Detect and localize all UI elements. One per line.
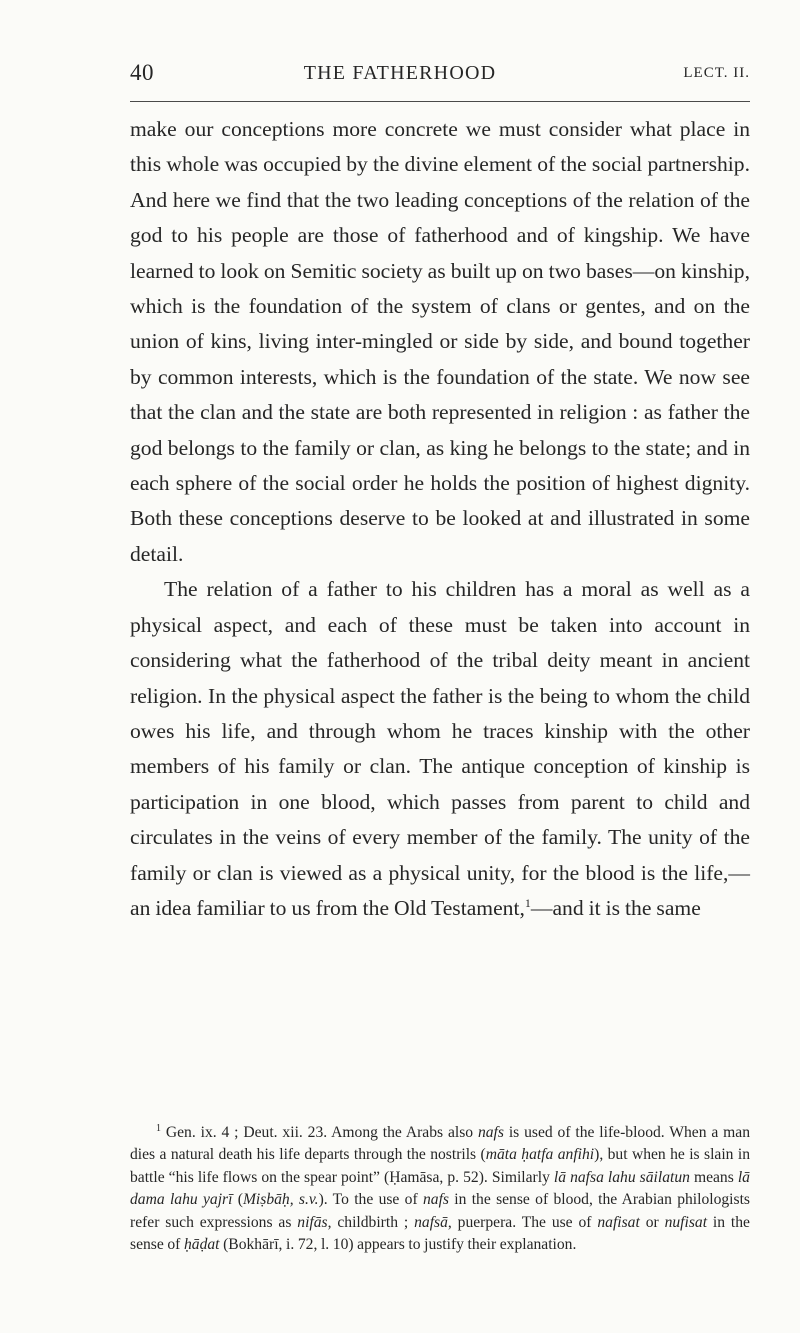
fn-italic: ḥāḍat (183, 1236, 220, 1254)
fn-text: , childbirth ; (327, 1213, 415, 1231)
paragraph-2-tail: —and it is the same (530, 895, 701, 920)
fn-italic: māta ḥatfa anfihi (485, 1146, 595, 1164)
fn-text: , puerpera. The use of (447, 1213, 598, 1231)
fn-text: in the sense of (130, 1213, 750, 1254)
fn-italic: Miṣbāḥ, s.v. (242, 1191, 319, 1209)
running-title: THE FATHERHOOD (303, 62, 497, 84)
running-head (0, 60, 800, 90)
fn-text: ( (232, 1191, 243, 1209)
fn-italic: nafs (422, 1191, 449, 1209)
fn-text: or (639, 1213, 665, 1231)
page-number: 40 (130, 60, 154, 85)
paragraph-1: make our conceptions more concrete we must consider what place in this whole was occupied by the divine element of the social partnership. And here we find that the two leading conceptions of the relation of the god to his people are those of fatherhood and of kingship. We have learned to look on Semitic society as built up on two bases—on kinship, which is the foundation of the system of clans or gentes, and on the union of kins, living inter-mingled or side by side, and bound together by common interests, which is the foundation of the state. We now see that the clan and the state are both represented in religion : as father the god belongs to the family or clan, as king he belongs to the state; and in each sphere of the social order he holds the position of highest dignity. Both these conceptions deserve to be looked at and illustrated in some detail. (130, 117, 750, 566)
fn-text: (Bokhārī, i. 72, l. 10) appears to justify their explanation. (219, 1236, 577, 1254)
fn-text: ). To the use of (318, 1191, 423, 1209)
fn-text: in the sense of blood, the Arabian philologists refer such expressions as (130, 1191, 750, 1231)
fn-text: means (689, 1168, 738, 1186)
lecture-label: LECT. II. (683, 65, 750, 81)
fn-text: Gen. ix. 4 ; Deut. xii. 23. Among the Arabs also (165, 1124, 478, 1141)
fn-italic: nafisat (597, 1213, 640, 1231)
paragraph-2-text: The relation of a father to his children has a moral as well as a physical aspect, and each of these must be taken into account in considering what the fatherhood of the tribal deity meant in ancient religion. In the physical aspect the father is the being to whom the child owes his life, and through whom he traces kinship with the other members of his family or clan. The antique conception of kinship is participation in one blood, which passes from parent to child and circulates in the veins of every member of the family. The unity of the family or clan is viewed as a physical unity, for the blood is the life,—an idea familiar to us from the Old Testament, (130, 577, 750, 920)
fn-italic: nufisat (664, 1213, 708, 1231)
footnote-1 (130, 1122, 750, 1256)
fn-italic: lā nafsa lahu sāilatun (553, 1168, 690, 1186)
header-rule (130, 101, 750, 102)
fn-text: ), but when he is slain in battle “his life flows on the spear point” (Ḥamāsa, p. 52). Similarly (130, 1146, 750, 1186)
main-text (130, 112, 750, 926)
fn-italic: nafsā (414, 1213, 448, 1231)
footnote-reference[interactable]: 1 (524, 895, 531, 910)
fn-italic: nifās (297, 1213, 328, 1231)
paragraph-2 (130, 572, 750, 926)
fn-text: is used of the life-blood. When a man dies a natural death his life departs through the nostrils ( (130, 1124, 750, 1164)
fn-italic: lā dama lahu yajrī (130, 1168, 750, 1209)
footnotes (130, 1122, 750, 1256)
fn-italic: nafs (477, 1124, 504, 1141)
footnote-marker: 1 (156, 1123, 161, 1134)
